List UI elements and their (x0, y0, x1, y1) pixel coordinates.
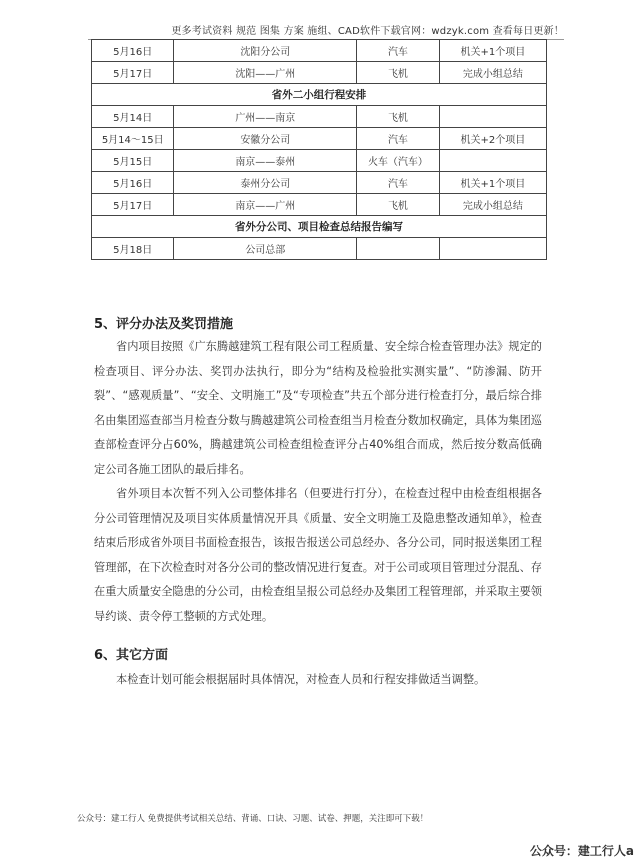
page-header: 更多考试资料 规范 图集 方案 施组、CAD软件下载官网：wdzyk.com 查看每日更新！ (88, 22, 564, 40)
schedule-date: 5月16日 (92, 40, 174, 62)
schedule-row (92, 194, 547, 216)
schedule-date: 5月14日 (92, 106, 174, 128)
schedule-transport: 飞机 (357, 194, 440, 216)
schedule-row (92, 150, 547, 172)
schedule-note (439, 106, 546, 128)
schedule-note: 机关+1个项目 (439, 172, 546, 194)
schedule-location: 广州——南京 (174, 106, 357, 128)
schedule-transport: 汽车 (357, 40, 440, 62)
footer-note: 公众号：建工行人 免费提供考试相关总结、背诵、口诀、习题、试卷、押题，关注即可下载！ (77, 814, 429, 824)
section-5-paragraph-2: 省外项目本次暂不列入公司整体排名（但要进行打分），在检查过程中由检查组根据各分公司管理情况及项目实体质量情况开具《质量、安全文明施工及隐患整改通知单》，检查结束后形成省外项目书面检查报告，该报告报送公司总经办、各分公司，同时报送集团工程管理部，在下次检查时对各分公司的整改情况进行复查。对于公司或项目管理过分混乱、存在重大质量安全隐患的分公司，由检查组呈报公司总经办及集团工程管理部，并采取主要领导约谈、责令停工整顿的方式处理。 (94, 487, 542, 623)
schedule-date: 5月15日 (92, 150, 174, 172)
schedule-row (92, 62, 547, 84)
schedule-group-title: 省外分公司、项目检查总结报告编写 (92, 216, 547, 238)
schedule-group-row (92, 216, 547, 238)
schedule-note: 完成小组总结 (439, 194, 546, 216)
schedule-group-row (92, 84, 547, 106)
schedule-row (92, 40, 547, 62)
schedule-transport: 飞机 (357, 62, 440, 84)
schedule-transport: 汽车 (357, 128, 440, 150)
schedule-transport: 汽车 (357, 172, 440, 194)
section-6-heading: 6、其它方面 (94, 648, 169, 663)
schedule-row (92, 128, 547, 150)
schedule-transport: 火车（汽车） (357, 150, 440, 172)
schedule-date: 5月17日 (92, 62, 174, 84)
schedule-note (439, 150, 546, 172)
schedule-row (92, 238, 547, 260)
footer-watermark: 公众号：建工行人a (529, 844, 634, 858)
schedule-location: 公司总部 (174, 238, 357, 260)
schedule-note (439, 238, 546, 260)
schedule-transport: 飞机 (357, 106, 440, 128)
section-5-heading: 5、评分办法及奖罚措施 (94, 317, 234, 332)
schedule-location: 安徽分公司 (174, 128, 357, 150)
schedule-note: 完成小组总结 (439, 62, 546, 84)
schedule-row (92, 172, 547, 194)
schedule-date: 5月18日 (92, 238, 174, 260)
schedule-location: 沈阳——广州 (174, 62, 357, 84)
schedule-group-title: 省外二小组行程安排 (92, 84, 547, 106)
schedule-row (92, 106, 547, 128)
schedule-date: 5月17日 (92, 194, 174, 216)
section-5-paragraph-1: 省内项目按照《广东腾越建筑工程有限公司工程质量、安全综合检查管理办法》规定的检查项目、评分办法、奖罚办法执行，即分为“结构及检验批实测实量”、“防渗漏、防开裂”、“感观质量”、“安全、文明施工”及“专项检查”共五个部分进行检查打分，最后综合排名由集团巡查部当月检查分数与腾越建筑公司检查组当月检查分数加权确定，具体为集团巡查部检查评分占60%，腾越建筑公司检查组检查评分占40%组合而成，然后按分数高低确定公司各施工团队的最后排名。 (94, 340, 542, 476)
schedule-location: 南京——广州 (174, 194, 357, 216)
schedule-note: 机关+1个项目 (439, 40, 546, 62)
schedule-location: 南京——泰州 (174, 150, 357, 172)
schedule-table (91, 39, 547, 260)
section-6-paragraph-1: 本检查计划可能会根据届时具体情况，对检查人员和行程安排做适当调整。 (116, 673, 486, 686)
schedule-location: 泰州分公司 (174, 172, 357, 194)
schedule-date: 5月16日 (92, 172, 174, 194)
schedule-date: 5月14～15日 (92, 128, 174, 150)
schedule-transport (357, 238, 440, 260)
schedule-location: 沈阳分公司 (174, 40, 357, 62)
schedule-note: 机关+2个项目 (439, 128, 546, 150)
